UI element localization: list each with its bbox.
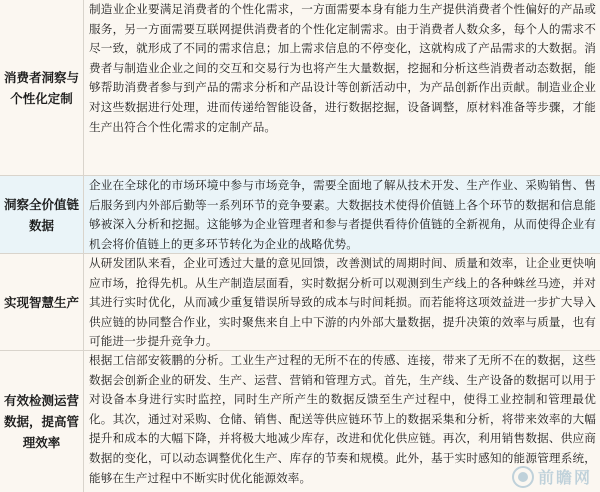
table-row [0,0,600,176]
row-body: 制造业企业要满足消费者的个性化需求，一方面需要本身有能力生产提供消费者个性偏好的产品或服务，另一方面需要互联网提供消费者的个性化定制需求。由于消费者人数众多，每个人的需求不尽一致，就形成了不同的需求信息；加上需求信息的不停变化，这就构成了产品需求的大数据。消费者与制造业企业之间的交互和交易行为也将产生大量数据，挖掘和分析这些消费者动态数据，能够帮助消费者参与到产品的需求分析和产品设计等创新活动中，为产品创新作出贡献。制造业企业对这些数据进行处理，进而传递给智能设备，进行数据挖掘，设备调整，原材料准备等步骤，才能生产出符合个性化需求的定制产品。 [89,2,596,134]
row-body: 企业在全球化的市场环境中参与市场竞争，需要全面地了解从技术开发、生产作业、采购销售、售后服务到内外部后勤等一系列环节的竞争要素。大数据技术使得价值链上各个环节的数据和信息能够被深入分析和挖掘。这能够为企业管理者和参与者提供看待价值链的全新视角，从而使得企业有机会将价值链上的更多环节转化为企业的战略优势。 [89,178,596,251]
table-row [0,176,600,254]
row-body: 从研发团队来看，企业可透过大量的意见回馈，改善测试的周期时间、质量和效率，让企业更快响应市场，抢得先机。从生产制造层面看，实时数据分析可以观测到生产线上的各种蛛丝马迹，并对其进行实时优化，从而减少重复错误所导致的成本与时间耗损。而若能将这项效益进一步扩大导入供应链的协同整合作业，实时聚焦来自上中下游的内外部大量数据，提升决策的效率与质量，也有可能进一步提升竞争力。 [89,256,596,349]
row-heading: 实现智慧生产 [0,254,84,350]
table-row [0,351,600,492]
row-heading: 洞察全价值链数据 [0,176,84,253]
row-heading: 有效检测运营数据，提高管理效率 [0,351,84,492]
table-row [0,254,600,351]
row-body: 根据工信部安筱鹏的分析。工业生产过程的无所不在的传感、连接，带来了无所不在的数据，这些数据会创新企业的研发、生产、运营、营销和管理方式。首先，生产线、生产设备的数据可以用于对设备本身进行实时监控，同时生产所产生的数据反馈至生产过程中，使得工业控制和管理最优化。其次，通过对采购、仓储、销售、配送等供应链环节上的数据采集和分析，将带来效率的大幅提升和成本的大幅下降，并将极大地减少库存，改进和优化供应链。再次，利用销售数据、供应商数据的变化，可以动态调整优化生产、库存的节奏和规模。此外，基于实时感知的能源管理系统，能够在生产过程中不断实时优化能源效率。 [89,353,596,485]
watermark-text: 前瞻网 [537,468,592,487]
row-heading: 消费者洞察与个性化定制 [0,0,84,175]
